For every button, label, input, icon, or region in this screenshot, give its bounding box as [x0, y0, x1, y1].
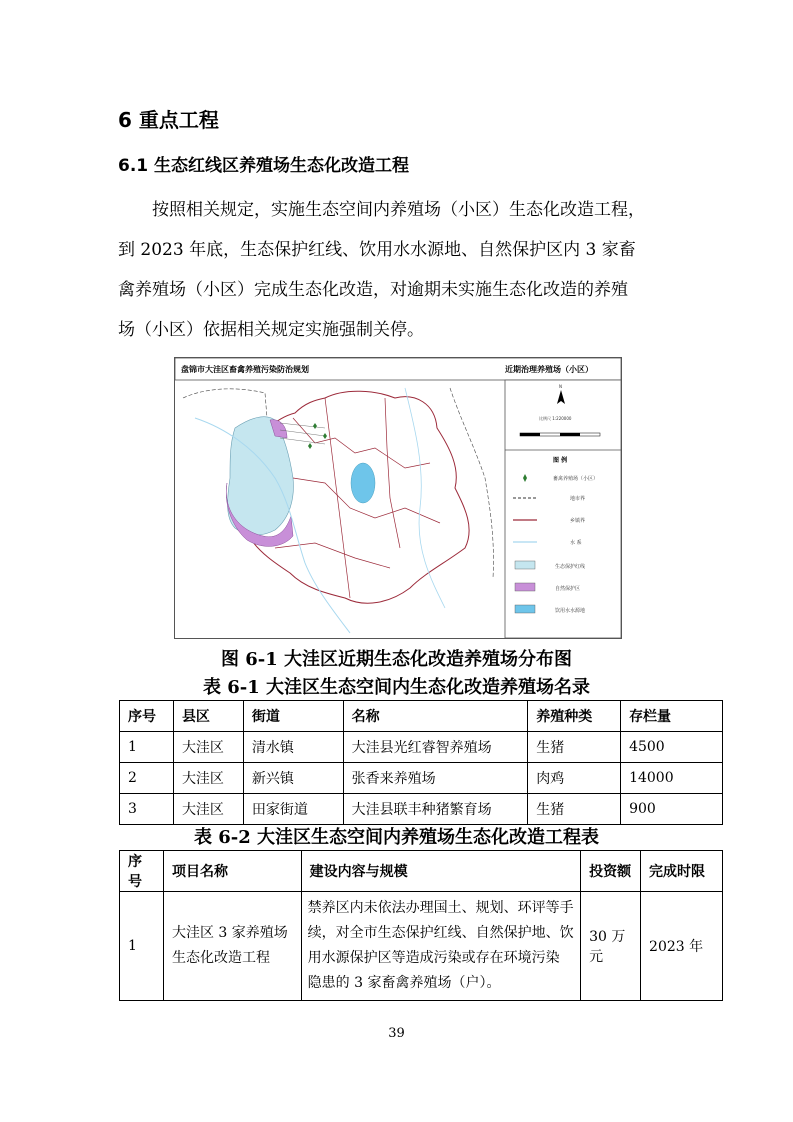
- table-cell: 大洼县光红睿智养殖场: [343, 732, 528, 763]
- content-line: 用水源保护区等造成污染或存在环境污染: [307, 950, 560, 966]
- table-cell: 4500: [621, 732, 723, 763]
- table-cell: 肉鸡: [528, 763, 621, 794]
- table-row: [120, 732, 723, 763]
- table-cell: 新兴镇: [243, 763, 343, 794]
- paragraph-line: 按照相关规定，实施生态空间内养殖场（小区）生态化改造工程，: [152, 200, 645, 220]
- header-cell: 街道: [243, 701, 343, 732]
- table-header-row: [120, 851, 723, 892]
- header-cell: 序号: [120, 701, 174, 732]
- legend-label: 地市界: [570, 496, 586, 502]
- table-cell: 1: [120, 892, 164, 1001]
- legend-label: 饮用水水源地: [555, 608, 586, 614]
- table-cell: 1: [120, 732, 174, 763]
- table-cell: 张香来养殖场: [343, 763, 528, 794]
- map-svg: [175, 358, 621, 638]
- table-row: [120, 794, 723, 825]
- table-cell: 2023 年: [641, 892, 723, 1001]
- district-map: [183, 388, 493, 633]
- header-cell: 序号: [120, 851, 164, 892]
- table-cell: 清水镇: [243, 732, 343, 763]
- table-cell: 大洼区: [173, 763, 243, 794]
- table-cell: 田家街道: [243, 794, 343, 825]
- paragraph-line: 禽养殖场（小区）完成生态化改造，对逾期未实施生态化改造的养殖: [118, 280, 628, 300]
- table-project: [119, 850, 723, 1001]
- table-row: [120, 763, 723, 794]
- legend-label: 水 系: [570, 540, 582, 546]
- project-name-line: 生态化改造工程: [171, 950, 270, 966]
- legend-label: 乡镇界: [570, 518, 586, 524]
- scale-bar: [520, 433, 600, 436]
- legend-label: 自然保护区: [555, 586, 581, 592]
- map-title: 盘锦市大洼区畜禽养殖污染防治规划: [181, 365, 309, 374]
- header-cell: 名称: [343, 701, 528, 732]
- body-paragraph: [118, 190, 678, 350]
- legend-title: 图 例: [553, 457, 568, 464]
- paragraph-line: 到 2023 年底，生态保护红线、饮用水水源地、自然保护区内 3 家畜: [118, 240, 636, 260]
- paragraph-line: 场（小区）依据相关规定实施强制关停。: [118, 320, 424, 340]
- table-cell: 14000: [621, 763, 723, 794]
- page-number: 39: [388, 1026, 405, 1041]
- subsection-heading: 6.1 生态红线区养殖场生态化改造工程: [118, 156, 410, 176]
- content-line: 续，对全市生态保护红线、自然保护地、饮: [307, 925, 574, 941]
- north-label: N: [559, 384, 562, 389]
- header-cell: 养殖种类: [528, 701, 621, 732]
- project-name-line: 大洼区 3 家养殖场: [171, 925, 288, 941]
- content-cell: [301, 892, 580, 1001]
- header-cell: 县区: [173, 701, 243, 732]
- header-cell: 完成时限: [641, 851, 723, 892]
- project-name-cell: [163, 892, 301, 1001]
- table-cell: 大洼区: [173, 794, 243, 825]
- table-cell: 2: [120, 763, 174, 794]
- header-cell: 投资额: [581, 851, 641, 892]
- table1-caption: 表 6-1 大洼区生态空间内生态化改造养殖场名录: [202, 677, 591, 698]
- table-farm-list: [119, 700, 723, 825]
- header-cell: 存栏量: [621, 701, 723, 732]
- figure-caption: 图 6-1 大洼区近期生态化改造养殖场分布图: [220, 649, 573, 670]
- header-cell: 建设内容与规模: [301, 851, 580, 892]
- table-cell: 生猪: [528, 794, 621, 825]
- legend-label: 生态保护红线: [555, 564, 586, 570]
- legend-label: 畜禽养殖场（小区）: [553, 476, 599, 482]
- table-cell: 大洼县联丰种猪繁育场: [343, 794, 528, 825]
- table-cell: 30 万元: [581, 892, 641, 1001]
- content-line: 隐患的 3 家畜禽养殖场（户）。: [307, 975, 501, 991]
- map-subtitle: 近期治理养殖场（小区）: [505, 365, 593, 374]
- table2-caption: 表 6-2 大洼区生态空间内养殖场生态化改造工程表: [193, 827, 600, 848]
- table-cell: 生猪: [528, 732, 621, 763]
- header-cell: 项目名称: [163, 851, 301, 892]
- table-header-row: [120, 701, 723, 732]
- table-cell: 3: [120, 794, 174, 825]
- scale-label: 比例尺 1:220000: [539, 416, 572, 421]
- district-map-figure: [174, 357, 622, 639]
- table-cell: 900: [621, 794, 723, 825]
- section-heading: 6 重点工程: [118, 108, 219, 132]
- table-row: [120, 892, 723, 1001]
- content-line: 禁养区内未依法办理国土、规划、环评等手: [307, 900, 574, 916]
- table-cell: 大洼区: [173, 732, 243, 763]
